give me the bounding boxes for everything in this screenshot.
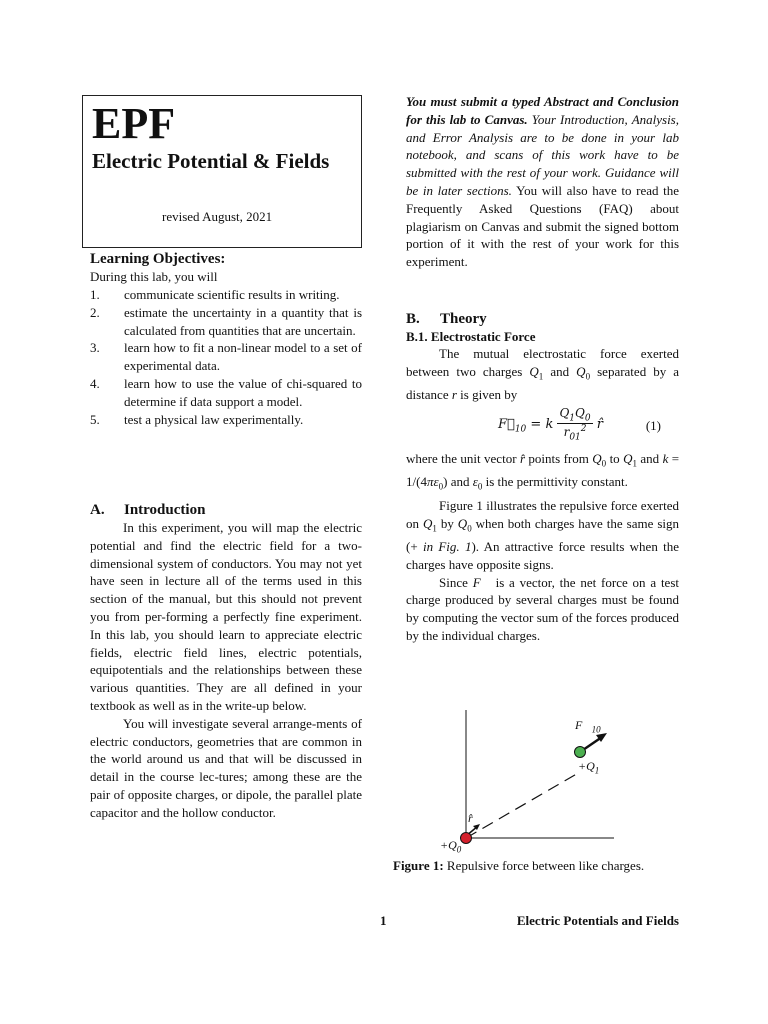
submission-instructions: You must submit a typed Abstract and Conclusion for this lab to Canvas. Your Introduction, Analysis, and Error Analysis are to be done in your lab notebook, and scans of this work have to be submitted with the rest of your work. Guidance will be in later sections. You will also have to read the Frequently Asked Questions (FAQ) about plagiarism on Canvas and submit the signed bottom portion of it with the rest of your work for this experiment. — [406, 94, 679, 270]
theory-body — [406, 345, 679, 645]
charge-q1 — [575, 747, 586, 758]
theory-paragraph-3: Figure 1 illustrates the repulsive force exerted on $Q_1$ by $Q_0$ when both charges have the same sign (+ in Fig. 1). An attractive force results when the charges have opposite signs. — [406, 497, 679, 572]
figure-label-f10: $F⃗_{10}$ — [575, 718, 601, 735]
revised-date: revised August, 2021 — [162, 209, 273, 224]
equation-number: (1) — [645, 417, 661, 433]
electrostatic-force-heading: B.1. Electrostatic Force — [406, 329, 536, 344]
objectives-heading: Learning Objectives: — [90, 251, 226, 267]
objectives-list — [90, 286, 362, 428]
objective-item: 4. learn how to use the value of chi-squared to determine if data support a model. — [90, 375, 362, 409]
objective-item: 2. estimate the uncertainty in a quantity that is calculated from quantities that are uncertain. — [90, 304, 362, 338]
figure-label-q1: $+Q_1$ — [578, 759, 600, 776]
objective-item: 5. test a physical law experimentally. — [90, 411, 304, 427]
introduction-paragraph-1: In this experiment, you will map the electric potential and find the electric field for a two-dimensional system of conductors. You may not yet have seen in lecture all of the terms used in this section of the manual, but this should not prevent you from per-forming a perfectly fine experiment. In this lab, you should learn to appreciate electric fields, electric field lines, electric potentials, equipotentials and the relationships between these various quantities. They are all defined in your textbook as well as in the write-up below. — [90, 520, 362, 713]
objective-item: 1. communicate scientific results in writing. — [90, 287, 340, 302]
separation-line — [466, 772, 580, 838]
introduction-paragraph-2: You will investigate several arrange-ments of electric conductors, geometries that are common in the world around us and that will be discussed in detail in the course lec-tures; among these are the pair of opposite charges, or dipole, the parallel plate capacitor and the hollow conductor. — [90, 715, 362, 820]
introduction-heading: A. Introduction — [90, 502, 206, 518]
figure-label-q0: $+Q_0$ — [440, 838, 462, 855]
charge-q0 — [461, 833, 472, 844]
theory-paragraph-4: Since F⃗ is a vector, the net force on a test charge produced by several charges must be found by computing the vector sum of the forces produced by the individual charges. — [406, 574, 680, 643]
equation-1 — [406, 404, 679, 450]
theory-paragraph-2: where the unit vector r̂ points from $Q_0$ to $Q_1$ and $k = 1/(4\pi\varepsilon_0)$ and $\varepsilon_0$ is the permittivity constant. — [406, 450, 680, 492]
page-number: 1 — [380, 913, 387, 928]
introduction-body — [90, 519, 362, 822]
lab-code: EPF — [92, 99, 176, 148]
lab-title: Electric Potential & Fields — [92, 149, 330, 173]
coulomb-law-equation: $F⃗_{10} = k$ $\frac{Q_1Q_0}{r_{01}^2}$ r̂ — [498, 405, 603, 443]
objective-item: 3. learn how to fit a non-linear model to a set of experimental data. — [90, 340, 362, 374]
figure-1-caption: Figure 1: Repulsive force between like charges. — [393, 858, 645, 873]
figure-label-r: r̂ — [468, 811, 473, 825]
title-box — [82, 95, 362, 248]
theory-heading: B. Theory — [406, 311, 487, 327]
objectives-intro: During this lab, you will — [90, 269, 218, 284]
theory-paragraph-1: The mutual electrostatic force exerted between two charges $Q_1$ and $Q_0$ separated by a distance r is given by — [406, 346, 680, 403]
footer-title: Electric Potentials and Fields — [516, 913, 679, 928]
